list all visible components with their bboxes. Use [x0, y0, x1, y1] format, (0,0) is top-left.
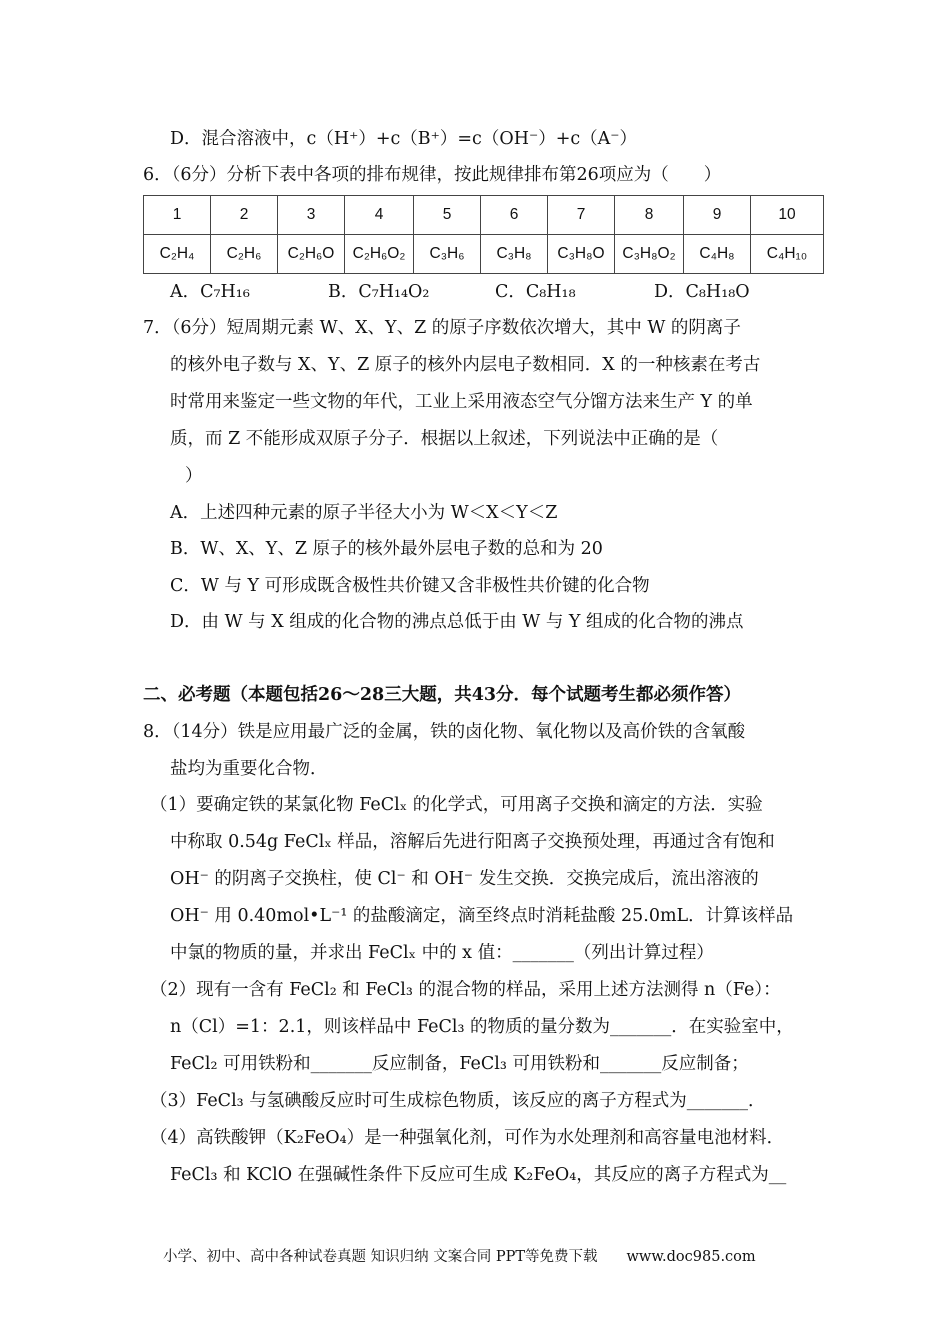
table-cell: C₂H₄: [144, 235, 211, 274]
table-cell: 5: [414, 196, 481, 235]
q6-option-b: B．C₇H₁₄O₂: [328, 282, 430, 302]
q8-line: （4）高铁酸钾（K₂FeO₄）是一种强氧化剂，可作为水处理剂和高容量电池材料．: [150, 1128, 785, 1148]
table-cell: 6: [481, 196, 548, 235]
table-cell: C₃H₈: [481, 235, 548, 274]
q7-option-c: C．W 与 Y 可形成既含极性共价键又含非极性共价键的化合物: [170, 576, 650, 596]
table-cell: 9: [684, 196, 751, 235]
table-cell: 3: [278, 196, 345, 235]
table-cell: 4: [345, 196, 414, 235]
q8-line: 8．（14分）铁是应用最广泛的金属，铁的卤化物、氧化物以及高价铁的含氧酸: [143, 722, 746, 742]
table-cell: 7: [548, 196, 615, 235]
q7-stem-line: 质，而 Z 不能形成双原子分子．根据以上叙述，下列说法中正确的是（: [170, 429, 719, 449]
q7-option-a: A．上述四种元素的原子半径大小为 W＜X＜Y＜Z: [170, 503, 558, 523]
q8-line: FeCl₂ 可用铁粉和_______反应制备，FeCl₃ 可用铁粉和_______反应制备；: [170, 1054, 749, 1074]
table-cell: 1: [144, 196, 211, 235]
page-footer: 小学、初中、高中各种试卷真题 知识归纳 文案合同 PPT等免费下载 www.doc985.com: [163, 1249, 756, 1265]
table-cell: C₄H₁₀: [751, 235, 824, 274]
q6-stem: 6．（6分）分析下表中各项的排布规律，按此规律排布第26项应为（ ）: [143, 165, 722, 185]
section-2-title: 二、必考题（本题包括26～28三大题，共43分．每个试题考生都必须作答）: [143, 685, 742, 705]
q8-line: （1）要确定铁的某氯化物 FeClₓ 的化学式，可用离子交换和滴定的方法．实验: [150, 795, 763, 815]
q7-stem-line: 时常用来鉴定一些文物的年代，工业上采用液态空气分馏方法来生产 Y 的单: [170, 392, 753, 412]
table-row-formulas: [144, 235, 824, 274]
q6-option-c: C．C₈H₁₈: [495, 282, 576, 302]
table-cell: C₃H₈O: [548, 235, 615, 274]
q7-option-d: D．由 W 与 X 组成的化合物的沸点总低于由 W 与 Y 组成的化合物的沸点: [170, 612, 744, 632]
table-cell: C₃H₆: [414, 235, 481, 274]
q8-line: 中称取 0.54g FeClₓ 样品，溶解后先进行阳离子交换预处理，再通过含有饱和: [170, 832, 775, 852]
table-cell: 2: [211, 196, 278, 235]
q7-stem-line: ）: [185, 466, 203, 486]
table-cell: C₂H₆O₂: [345, 235, 414, 274]
q6-option-d: D．C₈H₁₈O: [654, 282, 750, 302]
table-cell: C₄H₈: [684, 235, 751, 274]
q8-line: OH⁻ 用 0.40mol•L⁻¹ 的盐酸滴定，滴至终点时消耗盐酸 25.0mL．计算该样品: [170, 906, 794, 926]
table-cell: 10: [751, 196, 824, 235]
q6-option-a: A．C₇H₁₆: [170, 282, 250, 302]
q8-line: （3）FeCl₃ 与氢碘酸反应时可生成棕色物质，该反应的离子方程式为_______．: [150, 1091, 766, 1111]
q8-line: 盐均为重要化合物．: [170, 759, 328, 779]
q5-option-d: D．混合溶液中，c（H⁺）+c（B⁺）=c（OH⁻）+c（A⁻）: [170, 129, 638, 149]
q6-sequence-table: [143, 195, 824, 274]
q7-stem-line: 的核外电子数与 X、Y、Z 原子的核外内层电子数相同．X 的一种核素在考古: [170, 355, 761, 375]
table-cell: C₃H₈O₂: [615, 235, 684, 274]
q7-stem-line: 7．（6分）短周期元素 W、X、Y、Z 的原子序数依次增大，其中 W 的阴离子: [143, 318, 741, 338]
q7-option-b: B．W、X、Y、Z 原子的核外最外层电子数的总和为 20: [170, 539, 603, 559]
q8-line: 中氯的物质的量，并求出 FeClₓ 中的 x 值：_______（列出计算过程）: [170, 943, 714, 963]
q8-line: （2）现有一含有 FeCl₂ 和 FeCl₃ 的混合物的样品，采用上述方法测得 n（Fe）：: [150, 980, 781, 1000]
table-cell: C₂H₆O: [278, 235, 345, 274]
q8-line: OH⁻ 的阴离子交换柱，使 Cl⁻ 和 OH⁻ 发生交换．交换完成后，流出溶液的: [170, 869, 759, 889]
table-cell: C₂H₆: [211, 235, 278, 274]
table-row-numbers: [144, 196, 824, 235]
table-cell: 8: [615, 196, 684, 235]
q8-line: n（Cl）=1：2.1，则该样品中 FeCl₃ 的物质的量分数为_______．在实验室中，: [170, 1017, 794, 1037]
q8-line: FeCl₃ 和 KClO 在强碱性条件下反应可生成 K₂FeO₄，其反应的离子方程式为__: [170, 1165, 787, 1185]
